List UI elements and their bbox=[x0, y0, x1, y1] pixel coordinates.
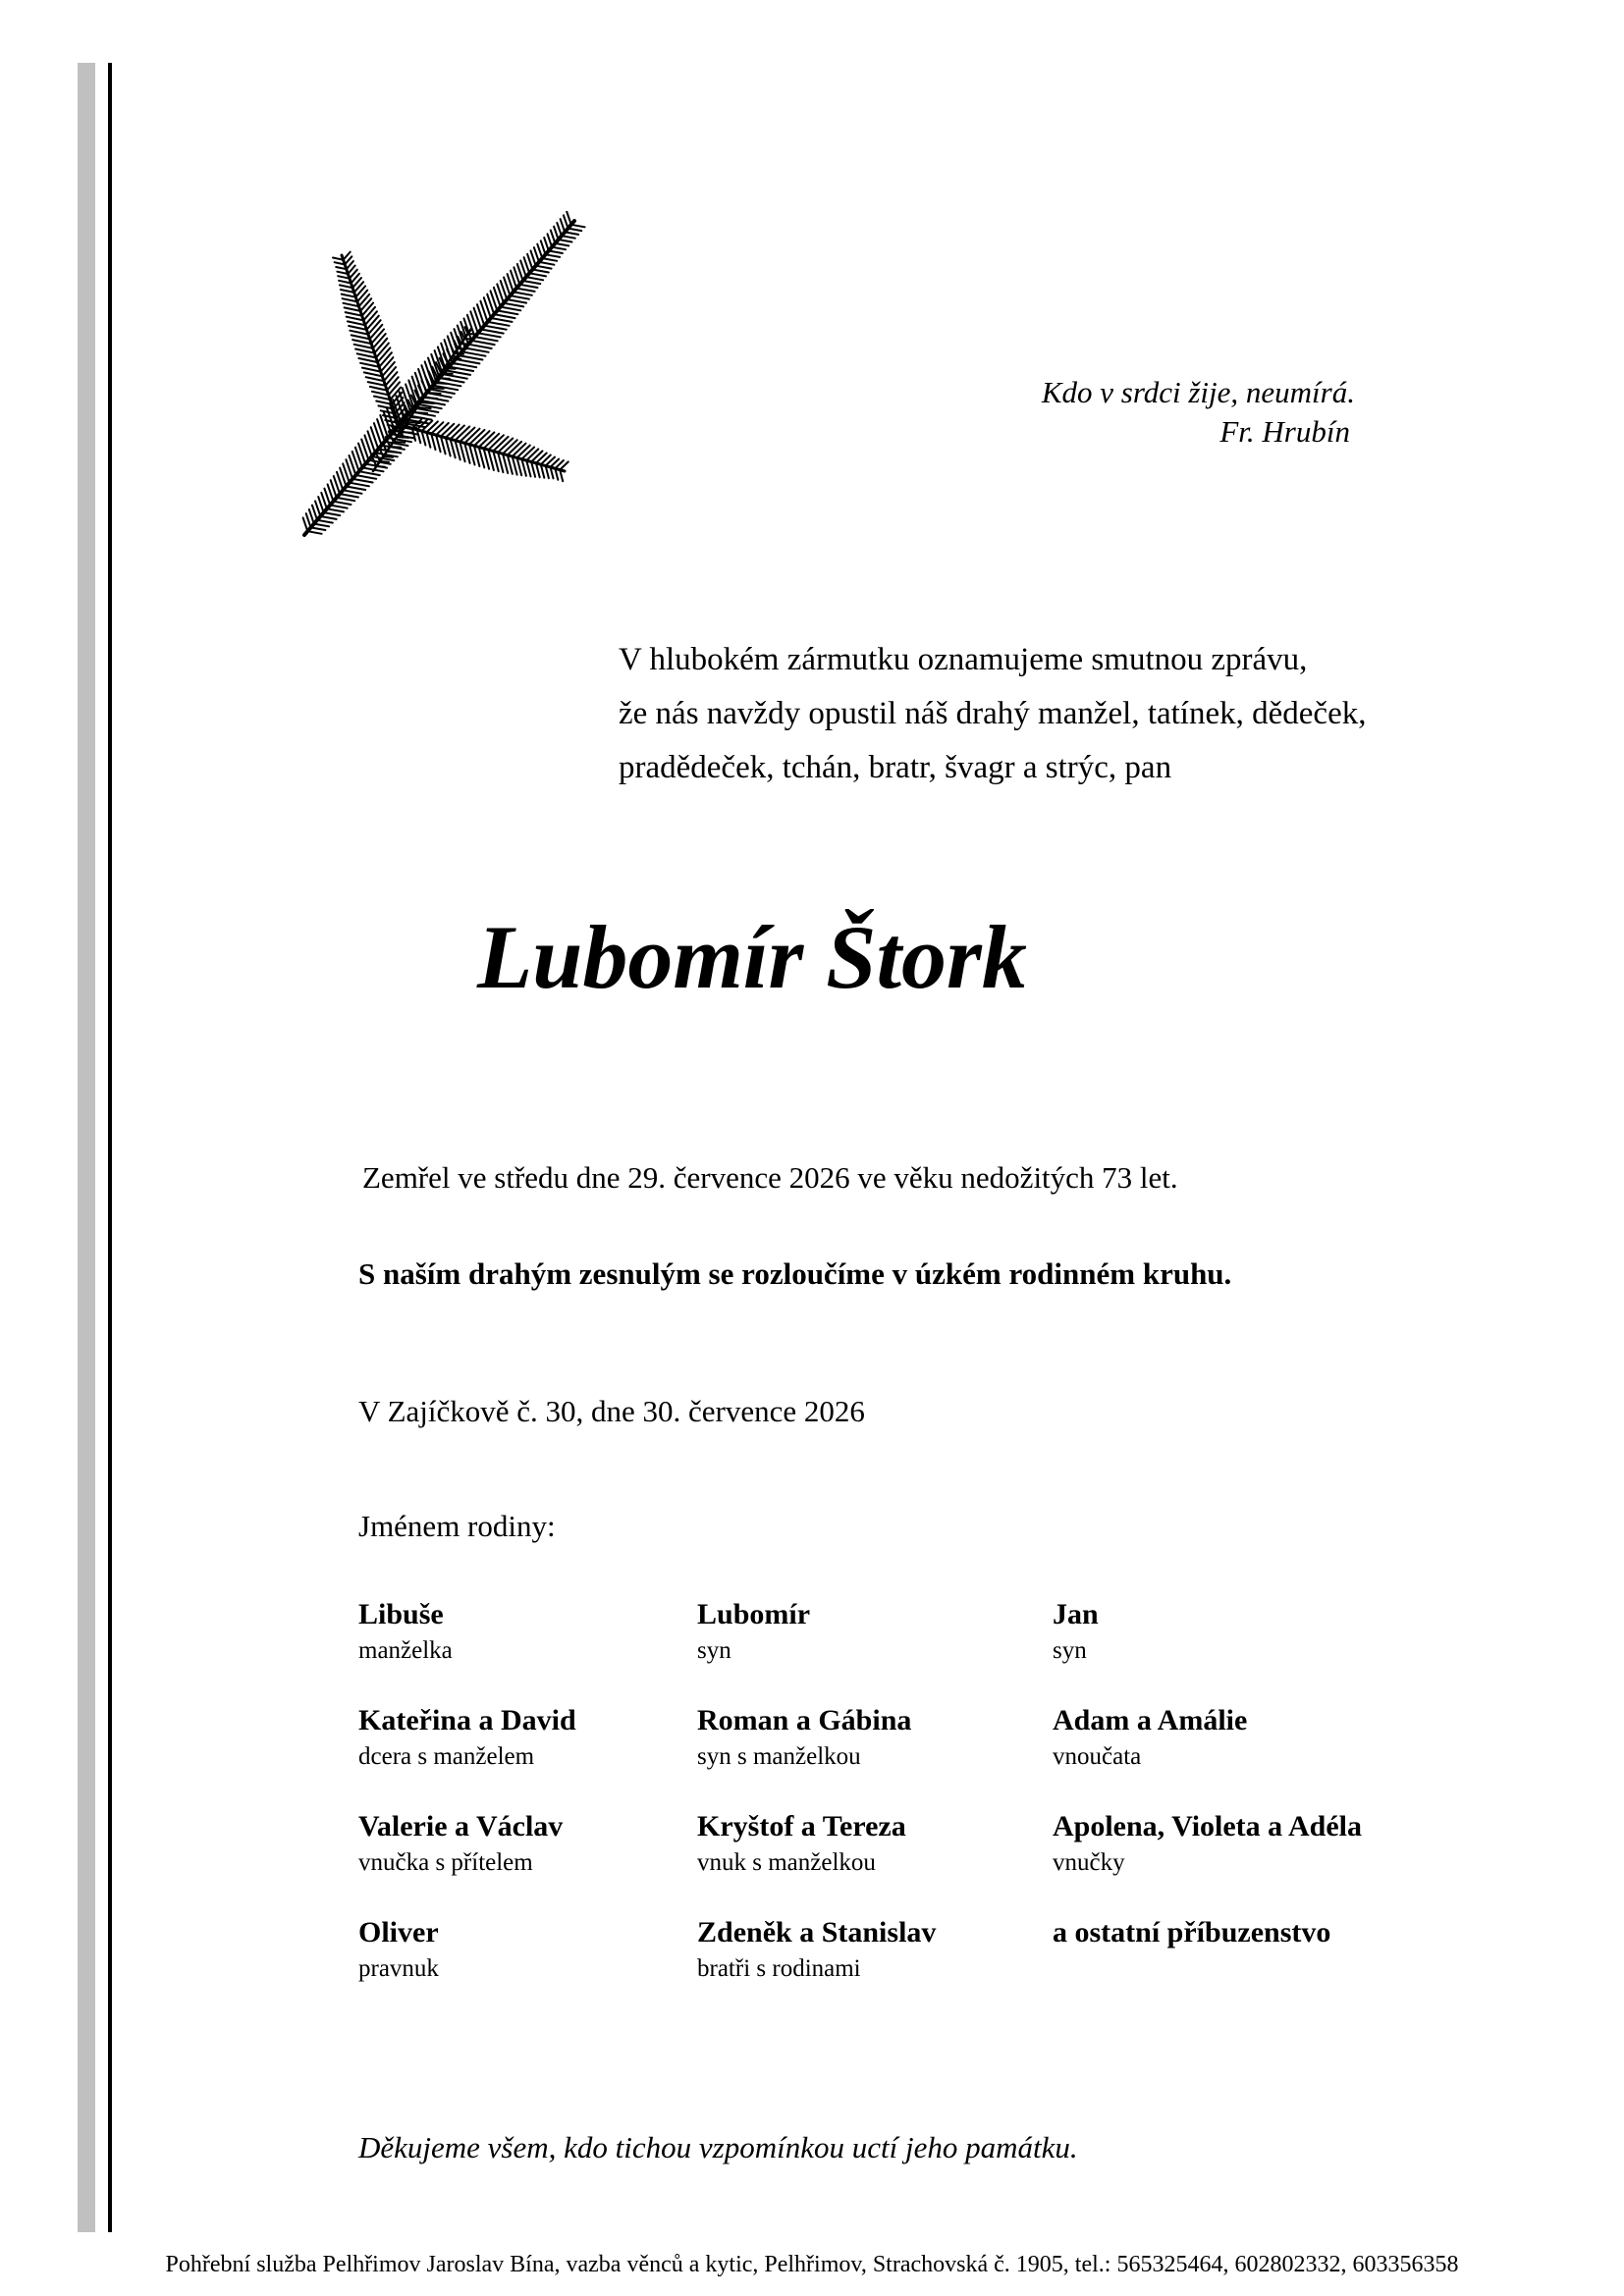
family-member-name: Kryštof a Tereza bbox=[697, 1810, 906, 1842]
family-member bbox=[697, 1595, 810, 1668]
family-member-name: Zdeněk a Stanislav bbox=[697, 1916, 937, 1949]
family-member bbox=[697, 1807, 906, 1880]
family-member-relation: vnučka s přítelem bbox=[358, 1849, 533, 1876]
family-member-relation: pravnuk bbox=[358, 1955, 439, 1982]
farewell-notice: S naším drahým zesnulým se rozloučíme v úzkém rodinném kruhu. bbox=[358, 1256, 1232, 1291]
family-list bbox=[358, 1595, 1488, 2019]
family-member-relation: syn s manželkou bbox=[697, 1743, 861, 1770]
quote-text: Kdo v srdci žije, neumírá. bbox=[1041, 375, 1355, 409]
family-member-relation: syn bbox=[1053, 1637, 1087, 1664]
left-border-gray-strip bbox=[78, 63, 95, 2232]
family-member bbox=[358, 1913, 439, 1986]
death-notice: Zemřel ve středu dne 29. července 2026 ve věku nedožitých 73 let. bbox=[362, 1160, 1178, 1195]
family-member-relation: vnučky bbox=[1053, 1849, 1125, 1876]
deceased-name: Lubomír Štork bbox=[477, 907, 1027, 1007]
family-member bbox=[1053, 1807, 1362, 1880]
family-member bbox=[358, 1701, 576, 1774]
family-member-name: Libuše bbox=[358, 1598, 444, 1630]
family-member bbox=[697, 1701, 911, 1774]
intro-line: že nás navždy opustil náš drahý manžel, tatínek, dědeček, bbox=[619, 696, 1367, 731]
left-border-black-line bbox=[108, 63, 112, 2232]
family-member-name: Roman a Gábina bbox=[697, 1704, 912, 1736]
family-member bbox=[358, 1595, 453, 1668]
intro-paragraph bbox=[619, 633, 1424, 795]
family-member-relation: manželka bbox=[358, 1637, 453, 1664]
family-member-name: Lubomír bbox=[697, 1598, 811, 1630]
family-member bbox=[358, 1807, 563, 1880]
thanks-line: Děkujeme všem, kdo tichou vzpomínkou uctí jeho památku. bbox=[358, 2130, 1078, 2164]
funeral-service-footer: Pohřební služba Pelhřimov Jaroslav Bína, vazba věnců a kytic, Pelhřimov, Strachovská č. 1905, tel.: 565325464, 602802332, 603356358 bbox=[165, 2252, 1459, 2277]
family-row bbox=[358, 1913, 1488, 2019]
family-member-name: Oliver bbox=[358, 1916, 439, 1949]
family-member-name: Valerie a Václav bbox=[358, 1810, 564, 1842]
family-member bbox=[1053, 1913, 1330, 1952]
family-member bbox=[697, 1913, 936, 1986]
intro-line: V hlubokém zármutku oznamujeme smutnou zprávu, bbox=[619, 642, 1308, 677]
on-behalf-label: Jménem rodiny: bbox=[358, 1509, 556, 1543]
family-member-relation: bratři s rodinami bbox=[697, 1955, 861, 1982]
family-member-relation: vnuk s manželkou bbox=[697, 1849, 876, 1876]
family-member-relation: dcera s manželem bbox=[358, 1743, 535, 1770]
place-date: V Zajíčkově č. 30, dne 30. července 2026 bbox=[358, 1394, 865, 1428]
quote-block bbox=[884, 373, 1355, 452]
spruce-branch-icon bbox=[295, 211, 609, 545]
family-member-relation: vnoučata bbox=[1053, 1743, 1142, 1770]
quote-author: Fr. Hrubín bbox=[1219, 414, 1350, 449]
family-row bbox=[358, 1807, 1488, 1913]
family-member-name: Jan bbox=[1053, 1598, 1099, 1630]
family-member-relation: syn bbox=[697, 1637, 731, 1664]
family-member-name: Apolena, Violeta a Adéla bbox=[1053, 1810, 1363, 1842]
family-row bbox=[358, 1595, 1488, 1701]
family-member-name: Adam a Amálie bbox=[1053, 1704, 1248, 1736]
family-member-name: a ostatní příbuzenstvo bbox=[1053, 1916, 1331, 1949]
family-member-name: Kateřina a David bbox=[358, 1704, 576, 1736]
family-member bbox=[1053, 1595, 1099, 1668]
family-row bbox=[358, 1701, 1488, 1807]
family-member bbox=[1053, 1701, 1247, 1774]
intro-line: pradědeček, tchán, bratr, švagr a strýc, pan bbox=[619, 750, 1172, 785]
